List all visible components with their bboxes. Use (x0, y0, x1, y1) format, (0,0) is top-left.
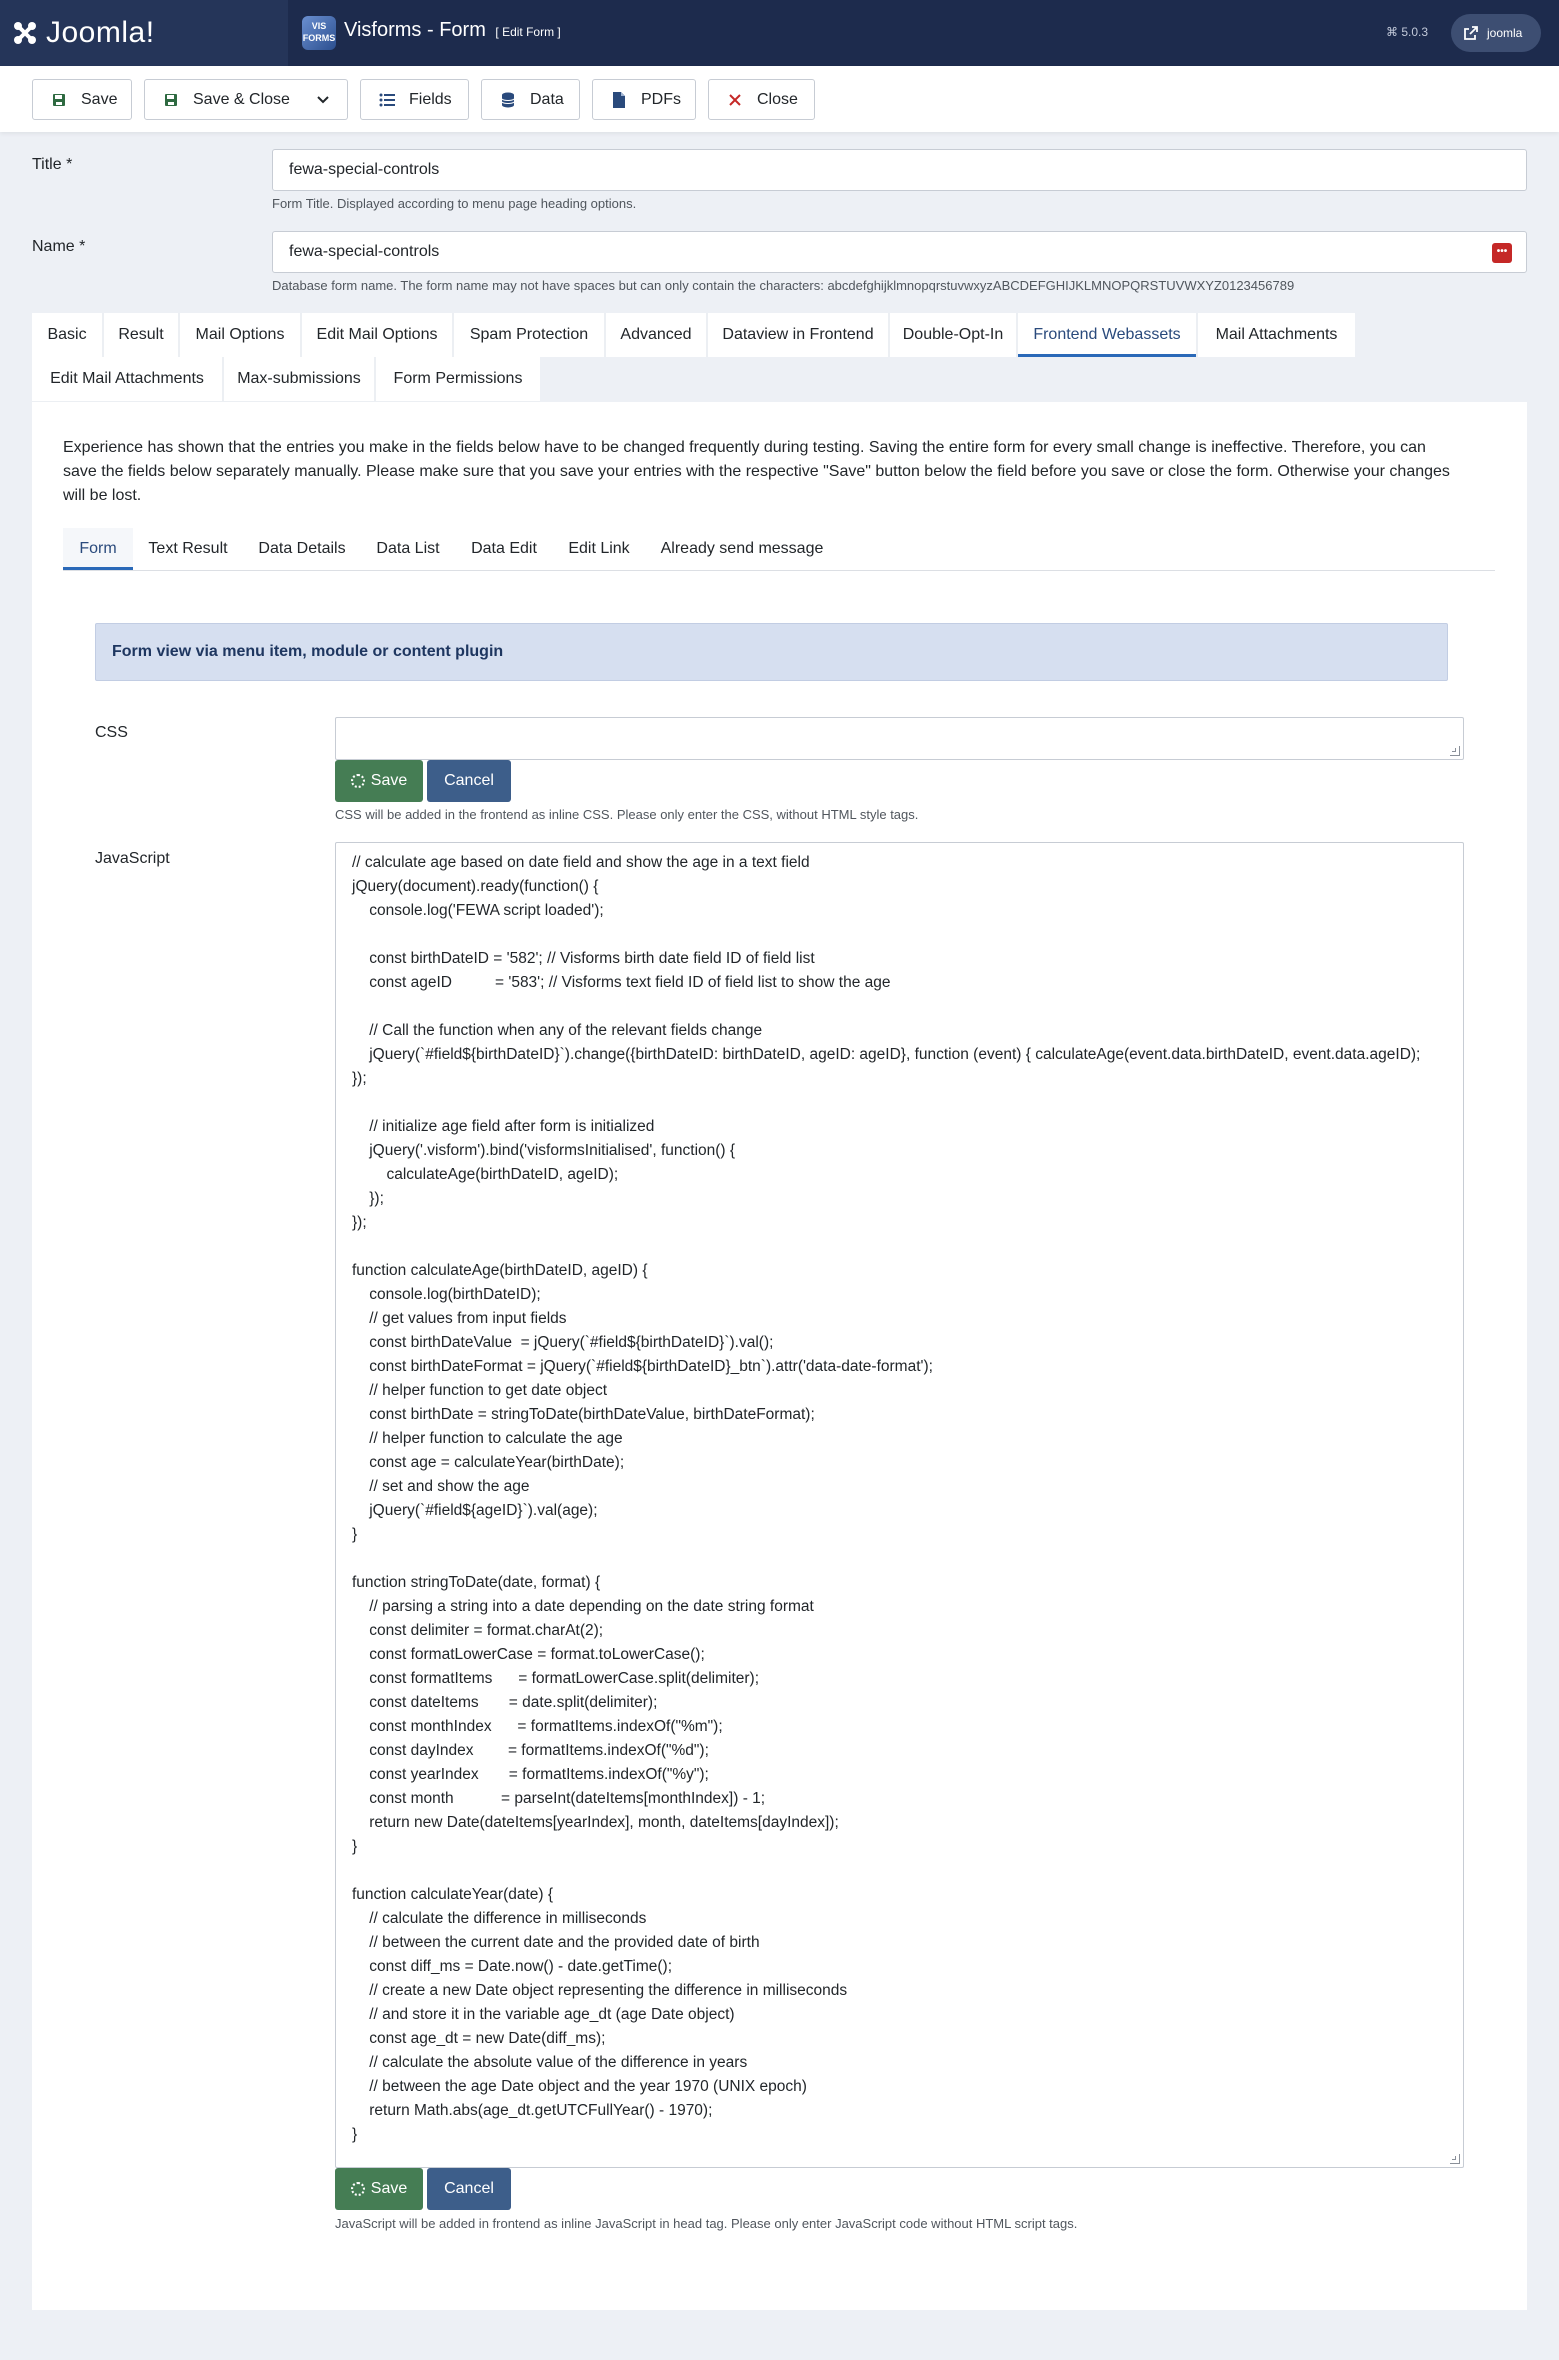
spinner-icon (351, 2182, 365, 2196)
database-icon (500, 92, 516, 108)
resize-handle-icon[interactable] (1450, 746, 1460, 756)
tabs-bar-gap (540, 357, 1527, 402)
tab-double-opt-in[interactable]: Double-Opt-In (890, 313, 1016, 357)
document-icon (611, 92, 627, 108)
javascript-label: JavaScript (95, 850, 170, 867)
name-input-value: fewa-special-controls (289, 243, 440, 260)
title-input[interactable] (272, 149, 1527, 191)
tab-max-submissions[interactable]: Max-submissions (224, 357, 374, 401)
version-label: ⌘ 5.0.3 (1386, 25, 1429, 39)
spinner-icon (351, 774, 365, 788)
close-button[interactable] (708, 79, 815, 120)
fields-label: Fields (409, 90, 452, 108)
css-help: CSS will be added in the frontend as inline CSS. Please only enter the CSS, without HTML style tags. (335, 807, 919, 822)
css-label: CSS (95, 724, 128, 741)
tab-frontend-webassets[interactable]: Frontend Webassets (1018, 313, 1196, 357)
tab-result[interactable]: Result (104, 313, 178, 357)
brand-name: Joomla! (46, 16, 155, 49)
intro-text: Experience has shown that the entries you make in the fields below have to be changed frequently during testing. Saving the entire form for every small change is ineffective. Therefore, you can save the fields below separately manually. Please make sure that you save your entries with the respective "Save" button below the field before you save or close the form. Otherwise your changes will be lost. (63, 439, 1450, 504)
pdfs-button[interactable] (592, 79, 696, 120)
external-link-icon (1463, 25, 1479, 41)
save-label: Save (81, 90, 118, 108)
subtab-already-send-message[interactable]: Already send message (660, 540, 824, 557)
resize-handle-icon[interactable] (1450, 2154, 1460, 2164)
subtab-data-edit[interactable]: Data Edit (471, 540, 537, 557)
form-view-alert: Form view via menu item, module or content plugin (95, 623, 1448, 681)
tab-edit-mail-attachments[interactable]: Edit Mail Attachments (32, 357, 222, 401)
tab-mail-attachments[interactable]: Mail Attachments (1198, 313, 1355, 357)
css-save-button[interactable] (335, 760, 423, 802)
user-name: joomla (1487, 26, 1523, 40)
title-label: Title * (32, 156, 73, 173)
tab-spam-protection[interactable]: Spam Protection (454, 313, 604, 357)
list-icon (379, 92, 395, 108)
floppy-disk-icon (163, 92, 179, 108)
joomla-logo-icon (10, 18, 40, 48)
css-cancel-button[interactable]: Cancel (427, 760, 511, 802)
joomla-logo[interactable] (0, 0, 288, 66)
name-label: Name * (32, 238, 86, 255)
version-text: 5.0.3 (1401, 25, 1429, 39)
title-help: Form Title. Displayed according to menu page heading options. (272, 196, 637, 211)
javascript-cancel-button[interactable]: Cancel (427, 2168, 511, 2210)
css-save-label: Save (370, 772, 408, 789)
page-subtitle: [ Edit Form ] (495, 25, 561, 39)
save-button[interactable] (32, 79, 132, 120)
floppy-disk-icon (51, 92, 67, 108)
subtab-edit-link[interactable]: Edit Link (568, 540, 630, 557)
tab-form-permissions[interactable]: Form Permissions (376, 357, 540, 401)
tab-basic[interactable]: Basic (32, 313, 102, 357)
tab-edit-mail-options[interactable]: Edit Mail Options (302, 313, 452, 357)
top-header (0, 0, 1559, 66)
css-textarea[interactable] (335, 717, 1464, 760)
subtab-form[interactable]: Form (63, 528, 133, 570)
password-manager-icon[interactable]: ••• (1492, 243, 1512, 263)
javascript-save-button[interactable] (335, 2168, 423, 2210)
data-label: Data (530, 90, 564, 108)
subtab-data-details[interactable]: Data Details (258, 540, 346, 557)
save-dropdown-toggle[interactable] (298, 79, 348, 120)
tab-mail-options[interactable]: Mail Options (180, 313, 300, 357)
close-icon (727, 92, 743, 108)
toolbar (0, 66, 1559, 132)
title-input-value: fewa-special-controls (289, 161, 440, 178)
name-help: Database form name. The form name may not have spaces but can only contain the characters: abcdefghijklmnopqrstuvwxyzABCDEFGHIJKLMNOPQRSTUVWXYZ0123456789 (272, 278, 1295, 293)
tab-dataview-frontend[interactable]: Dataview in Frontend (708, 313, 888, 357)
close-label: Close (757, 90, 798, 108)
chevron-down-icon (316, 95, 330, 105)
save-close-label: Save & Close (193, 90, 290, 108)
user-menu-button[interactable] (1451, 14, 1541, 52)
visforms-app-icon: VIS FORMS (302, 16, 336, 50)
javascript-textarea-value: // calculate age based on date field and show the age in a text field jQuery(document).ready(function() { console.log('FEWA script loaded'); const birthDateID = '582'; // Visforms birth date field ID of field list const ageID = '583'; // Visforms text field ID of field list to show the age // Call the function when any of the relevant fields change jQuery(`#field${birthDateID}`).change({birthDateID: birthDateID, ageID: ageID}, function (event) { calculateAge(event.data.birthDateID, event.data.ageID); }); // initialize age field after form is initialized jQuery('.visform').bind('visformsInitialised', function() { calculateAge(birthDateID, ageID); }); }); function calculateAge(birthDateID, ageID) { console.log(birthDateID); // get values from input fields const birthDateValue = jQuery(`#field${birthDateID}`).val(); const birthDateFormat = jQuery(`#field${birthDateID}_btn`).attr('data-date-format'); // helper function to get date object const birthDate = stringToDate(birthDateValue, birthDateFormat); // helper function to calculate the age const age = calculateYear(birthDate); // set and show the age jQuery(`#field${ageID}`).val(age); } function stringToDate(date, format) { // parsing a string into a date depending on the date string format const delimiter = format.charAt(2); const formatLowerCase = format.toLowerCase(); const formatItems = formatLowerCase.split(delimiter); const dateItems = date.split(delimiter); const monthIndex = formatItems.indexOf("%m"); const dayIndex = formatItems.indexOf("%d"); const yearIndex = formatItems.indexOf("%y"); const month = parseInt(dateItems[monthIndex]) - 1; return new Date(dateItems[yearIndex], month, dateItems[dayIndex]); } function calculateYear(date) { // calculate the difference in milliseconds // between the current date and the provided date of birth const diff_ms = Date.now() - date.getTime(); // create a new Date object representing the difference in milliseconds // and store it in the variable age_dt (age Date object) const age_dt = new Date(diff_ms); // calculate the absolute value of the difference in years // between the age Date object and the year 1970 (UNIX epoch) return Math.abs(age_dt.getUTCFullYear() - 1970); } (352, 854, 1421, 2143)
save-close-button[interactable] (144, 79, 299, 120)
fields-button[interactable] (360, 79, 469, 120)
javascript-textarea[interactable] (335, 842, 1464, 2168)
data-button[interactable] (481, 79, 580, 120)
page-title (344, 19, 561, 42)
subtab-data-list[interactable]: Data List (376, 540, 440, 557)
page-title-text: Visforms - Form (344, 19, 486, 41)
tab-advanced[interactable]: Advanced (606, 313, 706, 357)
subtab-divider (63, 570, 1495, 571)
subtab-text-result[interactable]: Text Result (148, 540, 228, 557)
pdfs-label: PDFs (641, 90, 681, 108)
javascript-save-label: Save (370, 2180, 408, 2197)
name-input[interactable] (272, 231, 1527, 273)
javascript-help: JavaScript will be added in frontend as inline JavaScript in head tag. Please only enter JavaScript code without HTML script tags. (335, 2216, 1078, 2231)
